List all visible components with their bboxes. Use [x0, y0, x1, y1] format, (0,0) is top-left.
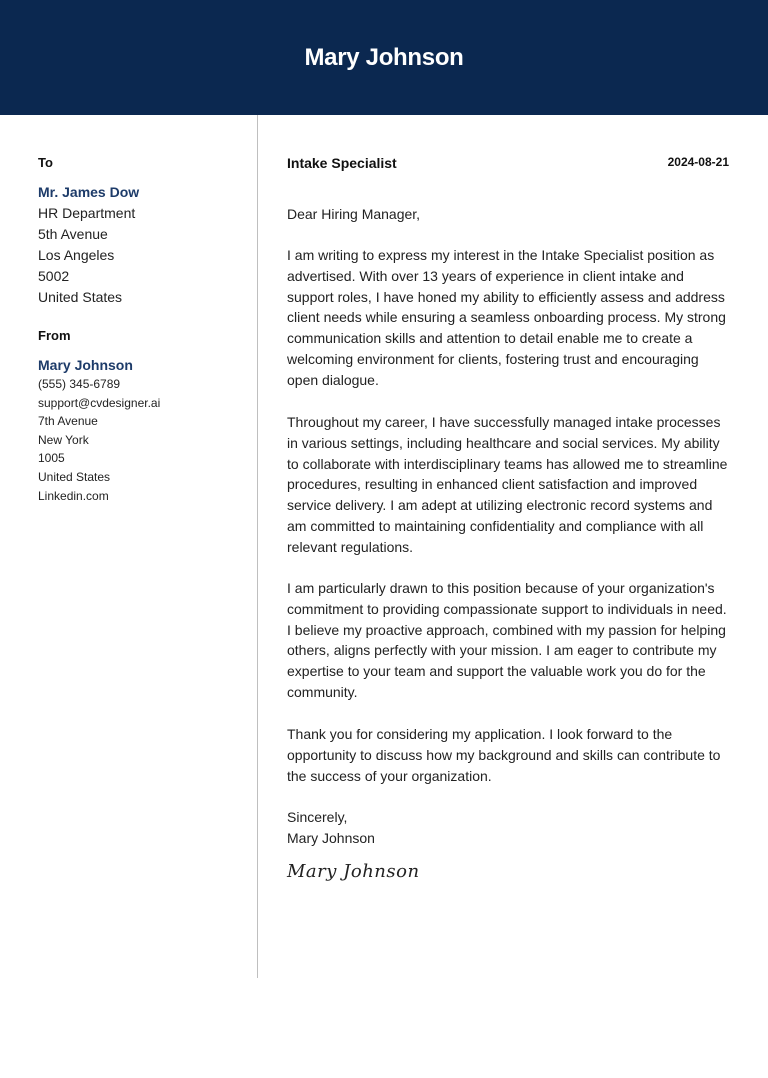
paragraph-2: Throughout my career, I have successfully managed intake processes in various settings, including healthcare and social services. My ability to collaborate with interdisciplinary teams has allowed me to streamline procedures, resulting in enhanced client satisfaction and improved service delivery. I am adept at utilizing electronic record systems and am committed to maintaining confidentiality and compliance with all relevant regulations. — [287, 414, 728, 555]
recipient-street: 5th Avenue — [38, 226, 108, 242]
sender-country: United States — [38, 469, 111, 484]
sender-contact — [38, 375, 160, 505]
sender-city: New York — [38, 432, 89, 447]
to-label: To — [38, 155, 53, 170]
header-banner — [0, 0, 768, 115]
sender-name: Mary Johnson — [38, 357, 133, 373]
recipient-country: United States — [38, 289, 123, 305]
column-divider — [257, 115, 258, 978]
sender-phone: (555) 345-6789 — [38, 377, 121, 391]
sender-zip: 1005 — [38, 451, 65, 466]
recipient-address — [38, 203, 135, 308]
job-title: Intake Specialist — [287, 155, 397, 171]
sender-email: support@cvdesigner.ai — [38, 395, 161, 410]
letter-date: 2024-08-21 — [667, 155, 729, 169]
applicant-name-title: Mary Johnson — [304, 43, 464, 71]
paragraph-1: I am writing to express my interest in the Intake Specialist position as advertised. With over 13 years of experience in client intake and support roles, I have honed my ability to efficiently assess and address client needs while ensuring a seamless onboarding process. My strong communication skills and attention to detail enable me to create a welcoming environment for clients, fostering trust and encouraging open dialogue. — [287, 247, 726, 388]
recipient-department: HR Department — [38, 205, 136, 221]
paragraph-3: I am particularly drawn to this position because of your organization's commitment to providing compassionate support to individuals in need. I believe my proactive approach, combined with my passion for helping others, aligns perfectly with your mission. I am eager to contribute my expertise to your team and support the valuable work you do for the community. — [287, 580, 727, 700]
closing: Sincerely, — [287, 809, 348, 825]
sender-street: 7th Avenue — [38, 414, 98, 429]
closing-name: Mary Johnson — [287, 830, 375, 846]
sender-linkedin: Linkedin.com — [38, 488, 109, 503]
from-label: From — [38, 328, 71, 343]
paragraph-4: Thank you for considering my application. I look forward to the opportunity to discuss how my background and skills can contribute to the success of your organization. — [287, 726, 721, 784]
recipient-name: Mr. James Dow — [38, 184, 140, 200]
recipient-zip: 5002 — [38, 268, 70, 284]
greeting: Dear Hiring Manager, — [287, 206, 421, 222]
recipient-city: Los Angeles — [38, 247, 115, 263]
handwritten-signature: Mary Johnson — [287, 861, 420, 882]
